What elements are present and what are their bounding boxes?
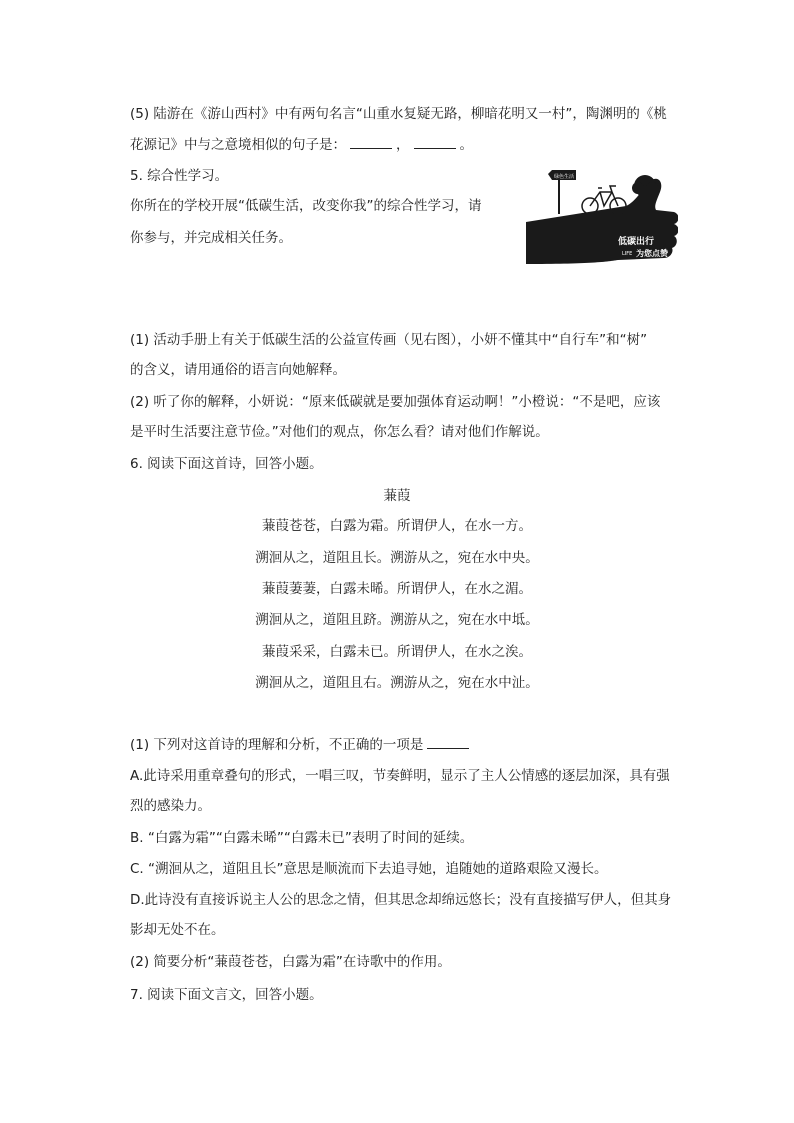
q5-sub2-line-2: 是平时生活要注意节俭。”对他们的观点，你怎么看？请对他们作解说。 — [130, 424, 549, 440]
poem-line: 蒹葭萋萋，白露未晞。所谓伊人，在水之湄。 — [262, 581, 532, 597]
q6-sub1-stem-text: (1) 下列对这首诗的理解和分析，不正确的一项是 — [130, 737, 424, 753]
poster-slogan-line-2: 为您点赞 — [636, 249, 668, 258]
answer-blank[interactable] — [350, 134, 392, 149]
q6-option-a-line-1: A.此诗采用重章叠句的形式，一唱三叹，节奏鲜明，显示了主人公情感的逐层加深，具有强 — [130, 768, 670, 784]
poem-line: 溯洄从之，道阻且跻。溯游从之，宛在水中坻。 — [255, 612, 539, 628]
q6-option-b: B. “白露为霜”“白露未晞”“白露未已”表明了时间的延续。 — [130, 830, 474, 846]
q5-sub2-line-1: (2) 听了你的解释，小妍说：“原来低碳就是要加强体育运动啊！”小橙说：“不是吧，应该 — [130, 394, 661, 410]
poem-title: 蒹葭 — [383, 488, 411, 504]
q4-5-line-1: (5) 陆游在《游山西村》中有两句名言“山重水复疑无路，柳暗花明又一村”，陶渊明的《桃 — [130, 106, 667, 122]
q5-sub1-line-2: 的含义，请用通俗的语言向她解释。 — [130, 362, 346, 378]
q5-heading: 5. 综合性学习。 — [130, 168, 229, 184]
poster-slogan-small: LIFE — [622, 251, 633, 257]
q6-sub2: (2) 简要分析“蒹葭苍苍，白露为霜”在诗歌中的作用。 — [130, 954, 451, 970]
q7-heading: 7. 阅读下面文言文，回答小题。 — [130, 987, 323, 1003]
poem-line: 溯洄从之，道阻且长。溯游从之，宛在水中央。 — [255, 550, 539, 566]
low-carbon-poster-image — [526, 166, 678, 264]
poem-line: 蒹葭苍苍，白露为霜。所谓伊人，在水一方。 — [262, 518, 532, 534]
poster-sign-text: 绿色生活 — [553, 174, 575, 180]
q4-5-line-2 — [130, 134, 473, 155]
q6-sub1-stem — [130, 734, 473, 755]
q4-5-line-2-pre: 花源记》中与之意境相似的句子是： — [130, 137, 346, 153]
q6-heading: 6. 阅读下面这首诗，回答小题。 — [130, 456, 323, 472]
q5-sub1-line-1: (1) 活动手册上有关于低碳生活的公益宣传画（见右图），小妍不懂其中“自行车”和“树” — [130, 332, 648, 348]
q4-5-line-2-mid: ， — [396, 137, 410, 153]
q6-option-c: C. “溯洄从之，道阻且长”意思是顺流而下去追寻她，追随她的道路艰险又漫长。 — [130, 861, 608, 877]
answer-blank[interactable] — [427, 734, 469, 749]
q6-option-a-line-2: 烈的感染力。 — [130, 798, 211, 814]
poem-line: 溯洄从之，道阻且右。溯游从之，宛在水中沚。 — [255, 675, 539, 691]
q5-intro-line-2: 你参与，并完成相关任务。 — [130, 230, 292, 246]
q4-5-line-2-post: 。 — [459, 137, 473, 153]
q5-intro-line-1: 你所在的学校开展“低碳生活，改变你我”的综合性学习，请 — [130, 198, 482, 214]
q6-option-d-line-2: 影却无处不在。 — [130, 922, 225, 938]
answer-blank[interactable] — [414, 134, 456, 149]
poster-slogan-line-1: 低碳出行 — [618, 237, 655, 247]
poem-line: 蒹葭采采，白露未已。所谓伊人，在水之涘。 — [262, 644, 532, 660]
q6-option-d-line-1: D.此诗没有直接诉说主人公的思念之情，但其思念却绵远悠长；没有直接描写伊人，但其身 — [130, 892, 672, 908]
